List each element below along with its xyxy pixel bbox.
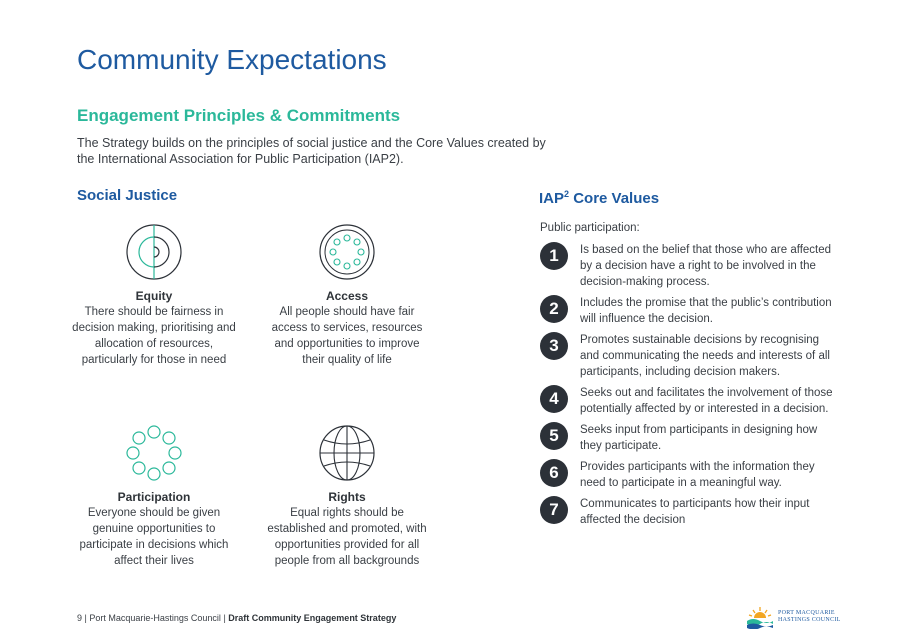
page-number: 9 (77, 613, 83, 623)
page-footer (77, 613, 396, 623)
core-value-text: Includes the promise that the public’s contribution will influence the decision. (580, 297, 832, 325)
value-rights (262, 424, 432, 569)
footer-separator: | (223, 613, 229, 623)
page-title: Community Expectations (77, 44, 387, 75)
value-description: Everyone should be given genuine opportunities to participate in decisions which affect their lives (79, 507, 229, 567)
value-equity (69, 223, 239, 368)
value-access (262, 223, 432, 368)
core-value-item (540, 385, 840, 417)
core-value-item (540, 496, 840, 528)
core-value-item (540, 332, 840, 380)
core-value-text: Provides participants with the information they need to participate in a meaningful way. (580, 461, 815, 489)
intro-paragraph: The Strategy builds on the principles of social justice and the Core Values created by the International Association for Public Participation (IAP2). (77, 136, 546, 166)
value-description: All people should have fair access to services, resources and opportunities to improve their quality of life (271, 306, 423, 366)
iap2-heading: IAP$^2$ Core Values (539, 189, 660, 207)
core-values-list (540, 242, 840, 533)
number-badge: 4 (540, 385, 568, 413)
social-justice-heading: Social Justice (77, 187, 178, 204)
value-participation (69, 424, 239, 569)
core-value-text: Promotes sustainable decisions by recognising and communicating the needs and interests of all participants, including decision makers. (580, 334, 830, 378)
value-title: Equity (135, 289, 173, 303)
value-title: Rights (328, 490, 366, 504)
equity-icon (125, 223, 183, 281)
value-title: Participation (117, 490, 191, 504)
value-description: Equal rights should be established and promoted, with opportunities provided for all people from all backgrounds (267, 507, 427, 567)
footer-separator: | (84, 613, 90, 623)
number-badge: 7 (540, 496, 568, 524)
rights-icon (318, 424, 376, 482)
core-value-text: Is based on the belief that those who are affected by a decision have a right to be involved in the decision-making process. (580, 244, 832, 288)
value-title: Access (325, 289, 369, 303)
core-value-item (540, 459, 840, 491)
number-badge: 2 (540, 295, 568, 323)
section-subtitle: Engagement Principles & Commitments (77, 106, 401, 125)
number-badge: 1 (540, 242, 568, 270)
access-icon (318, 223, 376, 281)
number-badge: 5 (540, 422, 568, 450)
number-badge: 6 (540, 459, 568, 487)
core-value-item (540, 242, 840, 290)
sun-wave-logo-icon (745, 605, 775, 629)
footer-organisation: Port Macquarie-Hastings Council (89, 613, 221, 623)
value-description: There should be fairness in decision making, prioritising and allocation of resources, particularly for those in need (72, 306, 236, 366)
iap2-lead: Public participation: (540, 222, 640, 234)
core-value-text: Communicates to participants how their input affected the decision (580, 498, 810, 526)
core-value-text: Seeks input from participants in designing how they participate. (580, 424, 818, 452)
participation-icon (125, 424, 183, 482)
council-logo (745, 604, 845, 630)
footer-document-title: Draft Community Engagement Strategy (228, 613, 397, 623)
number-badge: 3 (540, 332, 568, 360)
core-value-item (540, 295, 840, 327)
core-value-item (540, 422, 840, 454)
logo-text: PORT MACQUARIE HASTINGS COUNCIL (778, 610, 841, 623)
core-value-text: Seeks out and facilitates the involvement of those potentially affected by or interested in a decision. (580, 387, 833, 415)
